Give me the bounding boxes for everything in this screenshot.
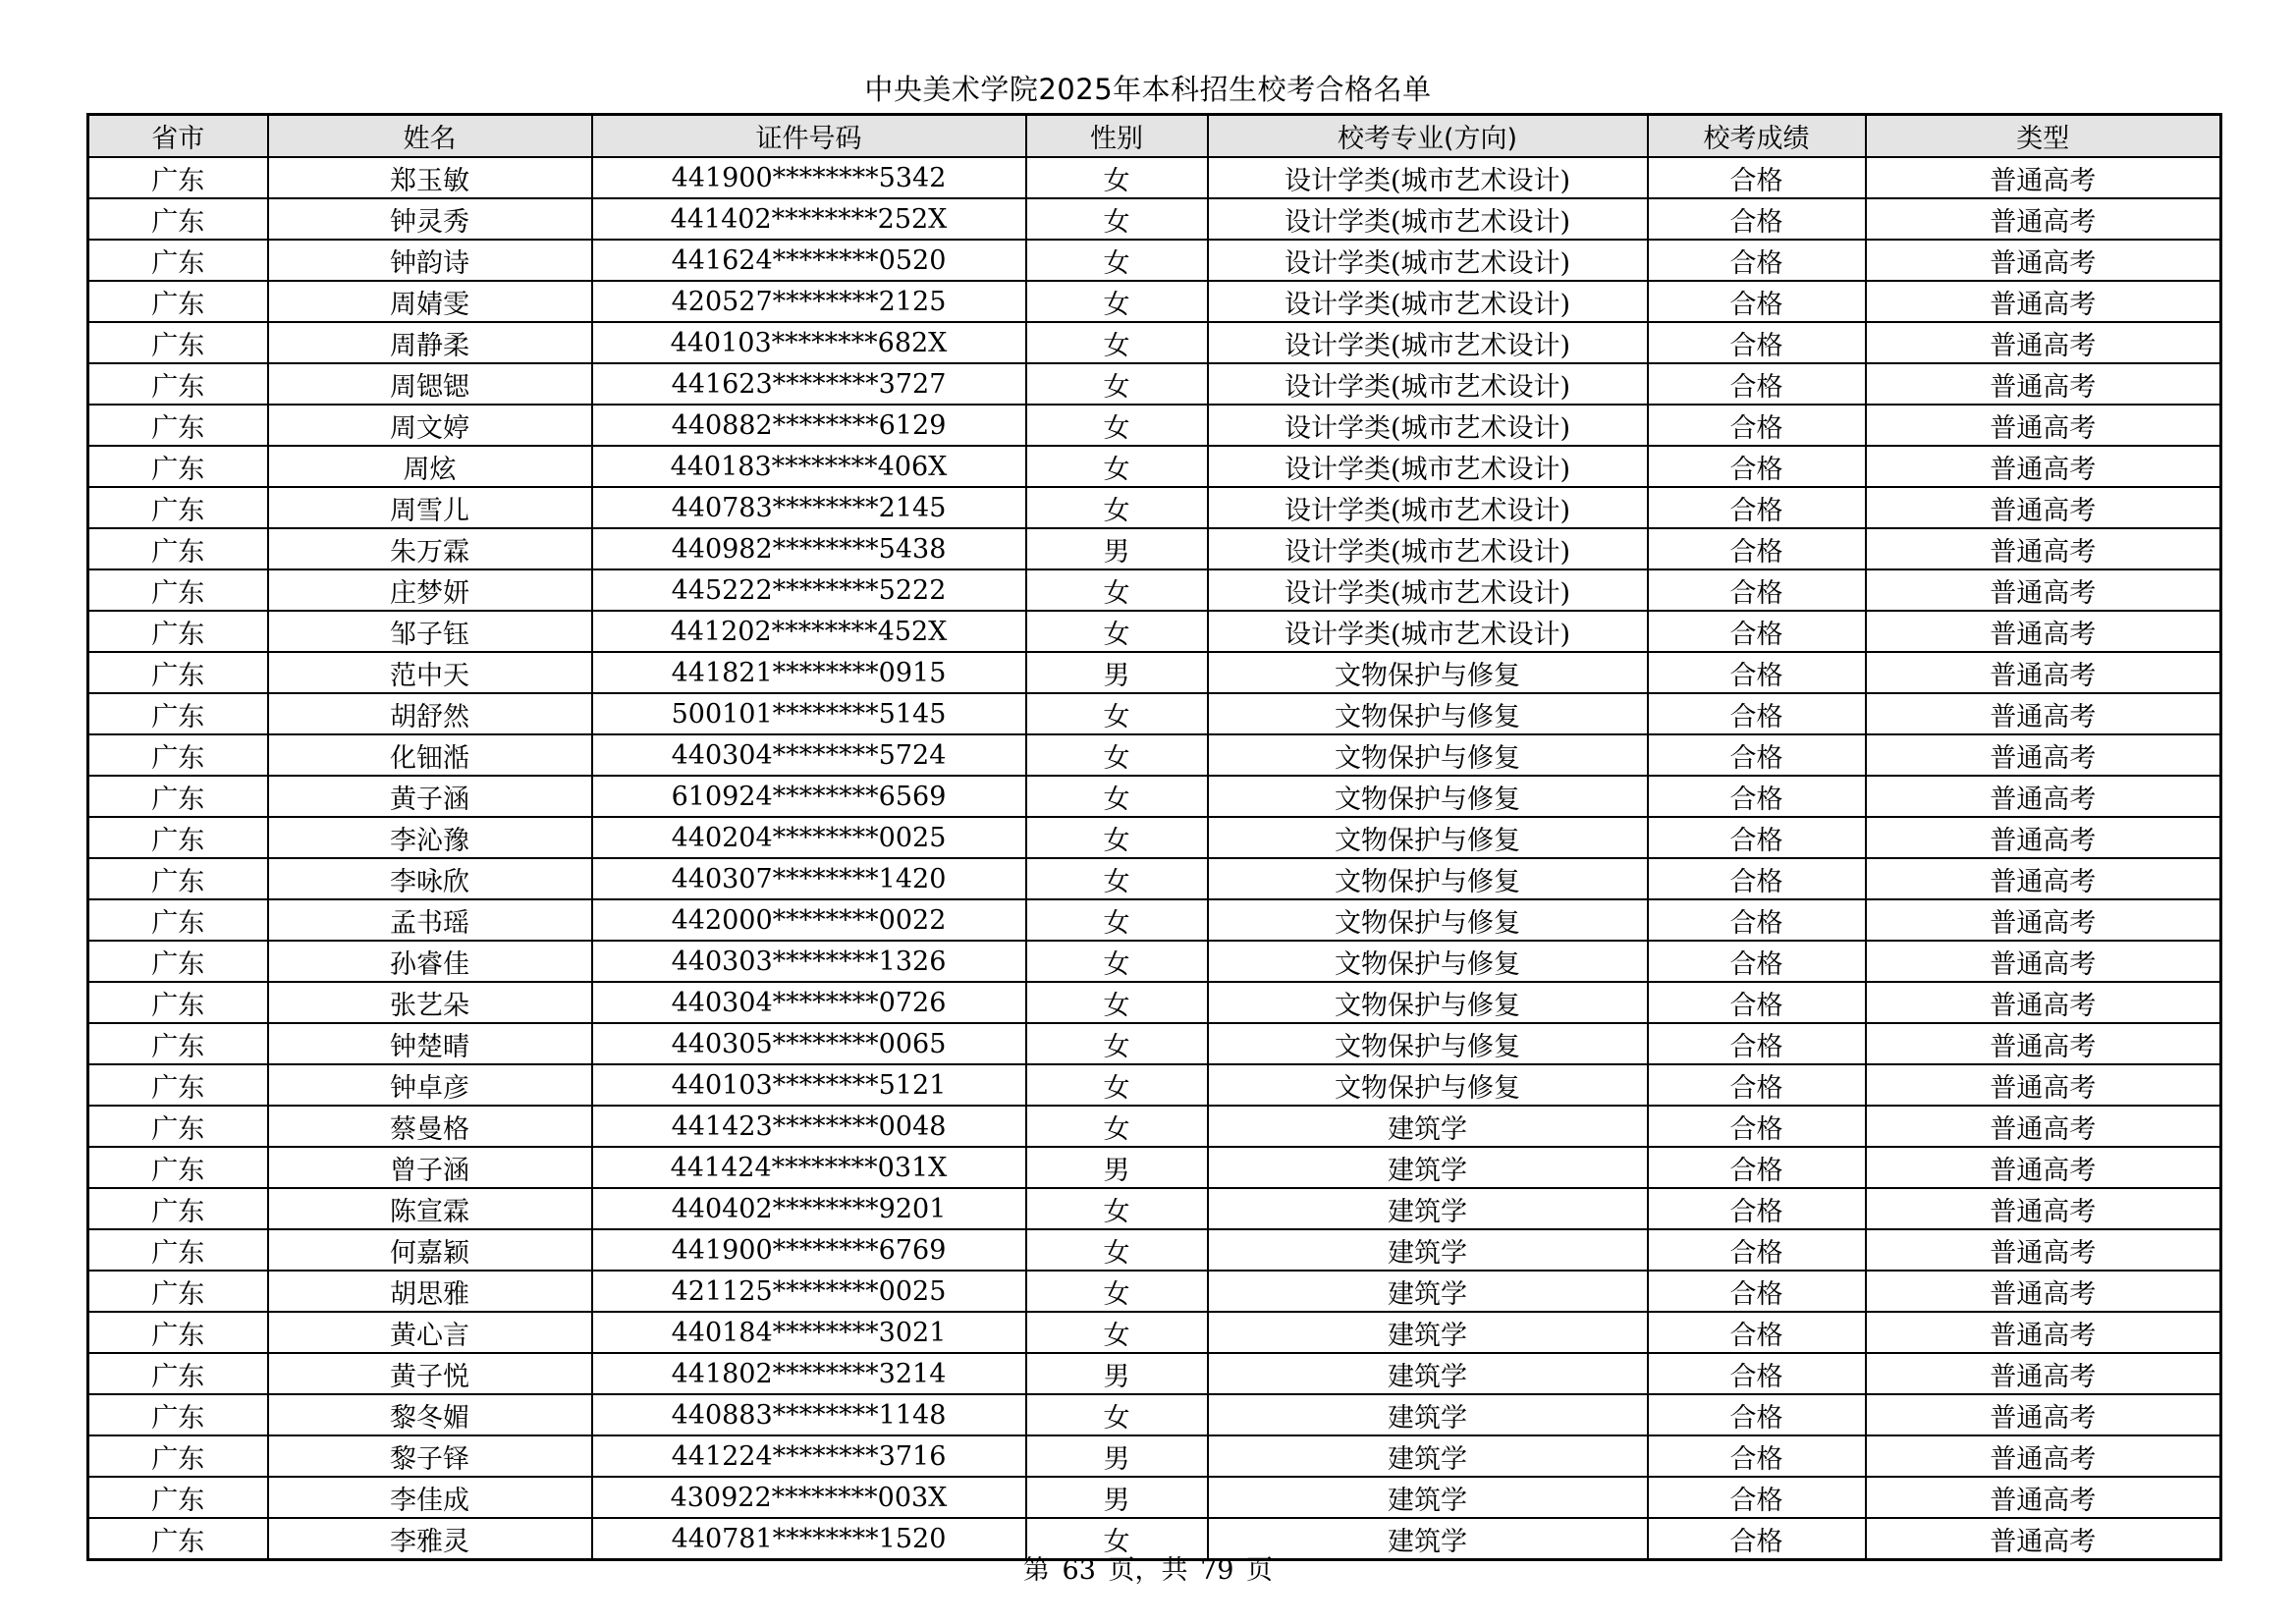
- cell-gender: 女: [1026, 1394, 1208, 1435]
- column-header-type: 类型: [1866, 115, 2221, 158]
- cell-id-number: 440402********9201: [592, 1188, 1026, 1229]
- cell-name: 陈宣霖: [268, 1188, 592, 1229]
- cell-province: 广东: [88, 1064, 268, 1106]
- cell-type: 普通高考: [1866, 1064, 2221, 1106]
- cell-name: 周雪儿: [268, 487, 592, 528]
- cell-major: 设计学类(城市艺术设计): [1208, 611, 1648, 652]
- cell-name: 范中天: [268, 652, 592, 693]
- cell-major: 建筑学: [1208, 1394, 1648, 1435]
- page-number-footer: 第 63 页，共 79 页: [1022, 1555, 1274, 1586]
- cell-gender: 女: [1026, 1518, 1208, 1560]
- cell-result: 合格: [1648, 817, 1866, 858]
- cell-gender: 男: [1026, 1435, 1208, 1477]
- cell-name: 钟韵诗: [268, 240, 592, 281]
- cell-province: 广东: [88, 776, 268, 817]
- cell-name: 钟卓彦: [268, 1064, 592, 1106]
- cell-gender: 女: [1026, 941, 1208, 982]
- cell-major: 设计学类(城市艺术设计): [1208, 528, 1648, 569]
- cell-major: 建筑学: [1208, 1271, 1648, 1312]
- table-row: [88, 1477, 2221, 1518]
- cell-gender: 女: [1026, 858, 1208, 899]
- cell-result: 合格: [1648, 198, 1866, 240]
- cell-result: 合格: [1648, 899, 1866, 941]
- cell-type: 普通高考: [1866, 858, 2221, 899]
- cell-name: 周炫: [268, 446, 592, 487]
- cell-result: 合格: [1648, 1271, 1866, 1312]
- cell-result: 合格: [1648, 1188, 1866, 1229]
- cell-province: 广东: [88, 1477, 268, 1518]
- cell-type: 普通高考: [1866, 569, 2221, 611]
- cell-province: 广东: [88, 1312, 268, 1353]
- cell-type: 普通高考: [1866, 1147, 2221, 1188]
- cell-id-number: 440783********2145: [592, 487, 1026, 528]
- cell-province: 广东: [88, 1353, 268, 1394]
- cell-name: 孙睿佳: [268, 941, 592, 982]
- cell-province: 广东: [88, 982, 268, 1023]
- cell-major: 设计学类(城市艺术设计): [1208, 405, 1648, 446]
- cell-name: 黎冬媚: [268, 1394, 592, 1435]
- cell-province: 广东: [88, 281, 268, 322]
- cell-name: 张艺朵: [268, 982, 592, 1023]
- cell-province: 广东: [88, 1188, 268, 1229]
- cell-major: 文物保护与修复: [1208, 858, 1648, 899]
- cell-id-number: 500101********5145: [592, 693, 1026, 734]
- cell-id-number: 440103********5121: [592, 1064, 1026, 1106]
- cell-province: 广东: [88, 157, 268, 198]
- cell-major: 文物保护与修复: [1208, 817, 1648, 858]
- table-row: [88, 858, 2221, 899]
- table-row: [88, 1353, 2221, 1394]
- cell-result: 合格: [1648, 776, 1866, 817]
- table-row: [88, 899, 2221, 941]
- cell-type: 普通高考: [1866, 1518, 2221, 1560]
- cell-type: 普通高考: [1866, 322, 2221, 363]
- cell-id-number: 441402********252X: [592, 198, 1026, 240]
- cell-result: 合格: [1648, 487, 1866, 528]
- cell-type: 普通高考: [1866, 734, 2221, 776]
- cell-province: 广东: [88, 1435, 268, 1477]
- cell-id-number: 441802********3214: [592, 1353, 1026, 1394]
- cell-gender: 女: [1026, 1023, 1208, 1064]
- cell-type: 普通高考: [1866, 240, 2221, 281]
- cell-id-number: 445222********5222: [592, 569, 1026, 611]
- cell-gender: 女: [1026, 817, 1208, 858]
- cell-result: 合格: [1648, 322, 1866, 363]
- cell-major: 文物保护与修复: [1208, 1023, 1648, 1064]
- cell-name: 朱万霖: [268, 528, 592, 569]
- cell-type: 普通高考: [1866, 1435, 2221, 1477]
- cell-result: 合格: [1648, 1353, 1866, 1394]
- column-header-result: 校考成绩: [1648, 115, 1866, 158]
- cell-gender: 女: [1026, 982, 1208, 1023]
- cell-id-number: 441624********0520: [592, 240, 1026, 281]
- cell-name: 蔡曼格: [268, 1106, 592, 1147]
- cell-province: 广东: [88, 1518, 268, 1560]
- cell-major: 文物保护与修复: [1208, 941, 1648, 982]
- cell-major: 设计学类(城市艺术设计): [1208, 487, 1648, 528]
- cell-name: 周婧雯: [268, 281, 592, 322]
- cell-province: 广东: [88, 569, 268, 611]
- cell-province: 广东: [88, 1229, 268, 1271]
- cell-type: 普通高考: [1866, 1394, 2221, 1435]
- table-row: [88, 734, 2221, 776]
- cell-gender: 男: [1026, 652, 1208, 693]
- cell-major: 建筑学: [1208, 1147, 1648, 1188]
- cell-province: 广东: [88, 652, 268, 693]
- cell-name: 周静柔: [268, 322, 592, 363]
- cell-gender: 女: [1026, 734, 1208, 776]
- table-row: [88, 1106, 2221, 1147]
- cell-id-number: 442000********0022: [592, 899, 1026, 941]
- cell-gender: 女: [1026, 1312, 1208, 1353]
- cell-type: 普通高考: [1866, 487, 2221, 528]
- cell-province: 广东: [88, 198, 268, 240]
- cell-type: 普通高考: [1866, 652, 2221, 693]
- cell-type: 普通高考: [1866, 1312, 2221, 1353]
- cell-result: 合格: [1648, 941, 1866, 982]
- cell-type: 普通高考: [1866, 446, 2221, 487]
- cell-gender: 女: [1026, 446, 1208, 487]
- cell-id-number: 420527********2125: [592, 281, 1026, 322]
- column-header-name: 姓名: [268, 115, 592, 158]
- cell-gender: 女: [1026, 198, 1208, 240]
- cell-result: 合格: [1648, 652, 1866, 693]
- cell-result: 合格: [1648, 1147, 1866, 1188]
- cell-name: 黄子悦: [268, 1353, 592, 1394]
- cell-province: 广东: [88, 240, 268, 281]
- table-row: [88, 363, 2221, 405]
- cell-major: 建筑学: [1208, 1518, 1648, 1560]
- table-row: [88, 528, 2221, 569]
- table-row: [88, 157, 2221, 198]
- cell-gender: 女: [1026, 281, 1208, 322]
- cell-id-number: 440883********1148: [592, 1394, 1026, 1435]
- table-row: [88, 322, 2221, 363]
- cell-gender: 女: [1026, 1229, 1208, 1271]
- cell-name: 周锶锶: [268, 363, 592, 405]
- cell-name: 黄子涵: [268, 776, 592, 817]
- cell-id-number: 441900********6769: [592, 1229, 1026, 1271]
- cell-name: 何嘉颖: [268, 1229, 592, 1271]
- cell-id-number: 440781********1520: [592, 1518, 1026, 1560]
- cell-gender: 男: [1026, 528, 1208, 569]
- cell-result: 合格: [1648, 528, 1866, 569]
- cell-type: 普通高考: [1866, 1353, 2221, 1394]
- cell-gender: 女: [1026, 1106, 1208, 1147]
- cell-result: 合格: [1648, 1312, 1866, 1353]
- table-row: [88, 817, 2221, 858]
- cell-province: 广东: [88, 693, 268, 734]
- cell-major: 文物保护与修复: [1208, 776, 1648, 817]
- cell-id-number: 441224********3716: [592, 1435, 1026, 1477]
- table-header: [88, 115, 2221, 158]
- cell-province: 广东: [88, 1147, 268, 1188]
- cell-result: 合格: [1648, 405, 1866, 446]
- cell-id-number: 421125********0025: [592, 1271, 1026, 1312]
- cell-province: 广东: [88, 363, 268, 405]
- table-row: [88, 1023, 2221, 1064]
- cell-type: 普通高考: [1866, 693, 2221, 734]
- cell-province: 广东: [88, 1271, 268, 1312]
- cell-name: 曾子涵: [268, 1147, 592, 1188]
- cell-name: 邹子钰: [268, 611, 592, 652]
- cell-gender: 女: [1026, 693, 1208, 734]
- cell-type: 普通高考: [1866, 528, 2221, 569]
- cell-result: 合格: [1648, 1023, 1866, 1064]
- cell-type: 普通高考: [1866, 281, 2221, 322]
- cell-gender: 男: [1026, 1353, 1208, 1394]
- cell-id-number: 440204********0025: [592, 817, 1026, 858]
- table-row: [88, 1229, 2221, 1271]
- cell-major: 建筑学: [1208, 1188, 1648, 1229]
- cell-result: 合格: [1648, 693, 1866, 734]
- cell-major: 文物保护与修复: [1208, 1064, 1648, 1106]
- cell-result: 合格: [1648, 1064, 1866, 1106]
- cell-type: 普通高考: [1866, 1023, 2221, 1064]
- table-row: [88, 198, 2221, 240]
- table-row: [88, 693, 2221, 734]
- cell-type: 普通高考: [1866, 611, 2221, 652]
- cell-id-number: 441423********0048: [592, 1106, 1026, 1147]
- cell-province: 广东: [88, 446, 268, 487]
- cell-gender: 女: [1026, 487, 1208, 528]
- table-row: [88, 1188, 2221, 1229]
- cell-province: 广东: [88, 1023, 268, 1064]
- cell-result: 合格: [1648, 446, 1866, 487]
- cell-result: 合格: [1648, 569, 1866, 611]
- cell-name: 周文婷: [268, 405, 592, 446]
- cell-type: 普通高考: [1866, 941, 2221, 982]
- cell-province: 广东: [88, 405, 268, 446]
- cell-name: 钟楚晴: [268, 1023, 592, 1064]
- cell-major: 设计学类(城市艺术设计): [1208, 281, 1648, 322]
- cell-name: 孟书瑶: [268, 899, 592, 941]
- cell-province: 广东: [88, 322, 268, 363]
- cell-gender: 女: [1026, 363, 1208, 405]
- cell-id-number: 440305********0065: [592, 1023, 1026, 1064]
- cell-major: 建筑学: [1208, 1353, 1648, 1394]
- cell-major: 文物保护与修复: [1208, 693, 1648, 734]
- cell-id-number: 440982********5438: [592, 528, 1026, 569]
- cell-province: 广东: [88, 858, 268, 899]
- cell-gender: 女: [1026, 569, 1208, 611]
- cell-id-number: 440307********1420: [592, 858, 1026, 899]
- cell-major: 设计学类(城市艺术设计): [1208, 240, 1648, 281]
- cell-id-number: 441821********0915: [592, 652, 1026, 693]
- table-row: [88, 405, 2221, 446]
- cell-type: 普通高考: [1866, 1477, 2221, 1518]
- cell-major: 设计学类(城市艺术设计): [1208, 363, 1648, 405]
- table-row: [88, 982, 2221, 1023]
- cell-result: 合格: [1648, 982, 1866, 1023]
- cell-major: 建筑学: [1208, 1229, 1648, 1271]
- cell-province: 广东: [88, 1106, 268, 1147]
- cell-name: 钟灵秀: [268, 198, 592, 240]
- cell-result: 合格: [1648, 1477, 1866, 1518]
- cell-type: 普通高考: [1866, 776, 2221, 817]
- cell-type: 普通高考: [1866, 1106, 2221, 1147]
- cell-id-number: 440304********5724: [592, 734, 1026, 776]
- cell-type: 普通高考: [1866, 817, 2221, 858]
- cell-name: 化钿湉: [268, 734, 592, 776]
- cell-gender: 女: [1026, 1271, 1208, 1312]
- cell-name: 李沁豫: [268, 817, 592, 858]
- table-row: [88, 240, 2221, 281]
- cell-major: 文物保护与修复: [1208, 734, 1648, 776]
- cell-gender: 男: [1026, 1147, 1208, 1188]
- cell-type: 普通高考: [1866, 157, 2221, 198]
- cell-result: 合格: [1648, 611, 1866, 652]
- cell-major: 文物保护与修复: [1208, 652, 1648, 693]
- cell-gender: 女: [1026, 157, 1208, 198]
- cell-name: 胡舒然: [268, 693, 592, 734]
- cell-major: 建筑学: [1208, 1435, 1648, 1477]
- table-body: [88, 157, 2221, 1560]
- cell-province: 广东: [88, 487, 268, 528]
- cell-id-number: 440882********6129: [592, 405, 1026, 446]
- cell-type: 普通高考: [1866, 1229, 2221, 1271]
- column-header-major: 校考专业(方向): [1208, 115, 1648, 158]
- cell-result: 合格: [1648, 1518, 1866, 1560]
- table-row: [88, 1312, 2221, 1353]
- cell-major: 设计学类(城市艺术设计): [1208, 322, 1648, 363]
- cell-type: 普通高考: [1866, 899, 2221, 941]
- cell-result: 合格: [1648, 363, 1866, 405]
- column-header-id-number: 证件号码: [592, 115, 1026, 158]
- cell-result: 合格: [1648, 858, 1866, 899]
- cell-gender: 女: [1026, 405, 1208, 446]
- cell-gender: 女: [1026, 1188, 1208, 1229]
- cell-result: 合格: [1648, 1106, 1866, 1147]
- cell-type: 普通高考: [1866, 1271, 2221, 1312]
- cell-result: 合格: [1648, 1394, 1866, 1435]
- cell-name: 黄心言: [268, 1312, 592, 1353]
- cell-result: 合格: [1648, 1435, 1866, 1477]
- table-row: [88, 1394, 2221, 1435]
- cell-id-number: 610924********6569: [592, 776, 1026, 817]
- cell-major: 设计学类(城市艺术设计): [1208, 198, 1648, 240]
- cell-gender: 男: [1026, 1477, 1208, 1518]
- cell-province: 广东: [88, 734, 268, 776]
- cell-name: 李咏欣: [268, 858, 592, 899]
- cell-major: 文物保护与修复: [1208, 899, 1648, 941]
- cell-result: 合格: [1648, 281, 1866, 322]
- cell-major: 设计学类(城市艺术设计): [1208, 157, 1648, 198]
- table-row: [88, 446, 2221, 487]
- cell-id-number: 430922********003X: [592, 1477, 1026, 1518]
- column-header-gender: 性别: [1026, 115, 1208, 158]
- cell-name: 李佳成: [268, 1477, 592, 1518]
- cell-gender: 女: [1026, 240, 1208, 281]
- cell-major: 设计学类(城市艺术设计): [1208, 569, 1648, 611]
- cell-id-number: 440183********406X: [592, 446, 1026, 487]
- cell-id-number: 440103********682X: [592, 322, 1026, 363]
- table-row: [88, 569, 2221, 611]
- cell-id-number: 441623********3727: [592, 363, 1026, 405]
- cell-type: 普通高考: [1866, 198, 2221, 240]
- table-row: [88, 1147, 2221, 1188]
- cell-major: 文物保护与修复: [1208, 982, 1648, 1023]
- cell-major: 建筑学: [1208, 1312, 1648, 1353]
- table-row: [88, 611, 2221, 652]
- cell-id-number: 440304********0726: [592, 982, 1026, 1023]
- cell-type: 普通高考: [1866, 363, 2221, 405]
- cell-major: 建筑学: [1208, 1477, 1648, 1518]
- cell-result: 合格: [1648, 157, 1866, 198]
- table-row: [88, 1271, 2221, 1312]
- cell-gender: 女: [1026, 899, 1208, 941]
- cell-major: 设计学类(城市艺术设计): [1208, 446, 1648, 487]
- cell-gender: 女: [1026, 776, 1208, 817]
- table-row: [88, 941, 2221, 982]
- cell-name: 李雅灵: [268, 1518, 592, 1560]
- cell-id-number: 441900********5342: [592, 157, 1026, 198]
- table-row: [88, 487, 2221, 528]
- cell-gender: 女: [1026, 611, 1208, 652]
- cell-type: 普通高考: [1866, 982, 2221, 1023]
- table-row: [88, 281, 2221, 322]
- cell-gender: 女: [1026, 1064, 1208, 1106]
- cell-id-number: 441424********031X: [592, 1147, 1026, 1188]
- cell-type: 普通高考: [1866, 1188, 2221, 1229]
- header-row: [88, 115, 2221, 158]
- results-table: [86, 113, 2222, 1561]
- cell-province: 广东: [88, 817, 268, 858]
- page-title: 中央美术学院2025年本科招生校考合格名单: [864, 73, 1432, 106]
- cell-result: 合格: [1648, 734, 1866, 776]
- cell-result: 合格: [1648, 240, 1866, 281]
- cell-province: 广东: [88, 899, 268, 941]
- cell-province: 广东: [88, 528, 268, 569]
- cell-id-number: 441202********452X: [592, 611, 1026, 652]
- table-row: [88, 1064, 2221, 1106]
- cell-name: 黎子铎: [268, 1435, 592, 1477]
- column-header-province: 省市: [88, 115, 268, 158]
- cell-gender: 女: [1026, 322, 1208, 363]
- cell-province: 广东: [88, 611, 268, 652]
- cell-id-number: 440184********3021: [592, 1312, 1026, 1353]
- cell-province: 广东: [88, 1394, 268, 1435]
- cell-type: 普通高考: [1866, 405, 2221, 446]
- cell-major: 建筑学: [1208, 1106, 1648, 1147]
- table-row: [88, 652, 2221, 693]
- table-row: [88, 776, 2221, 817]
- cell-province: 广东: [88, 941, 268, 982]
- cell-name: 郑玉敏: [268, 157, 592, 198]
- cell-name: 庄梦妍: [268, 569, 592, 611]
- table-row: [88, 1435, 2221, 1477]
- cell-result: 合格: [1648, 1229, 1866, 1271]
- cell-name: 胡思雅: [268, 1271, 592, 1312]
- cell-id-number: 440303********1326: [592, 941, 1026, 982]
